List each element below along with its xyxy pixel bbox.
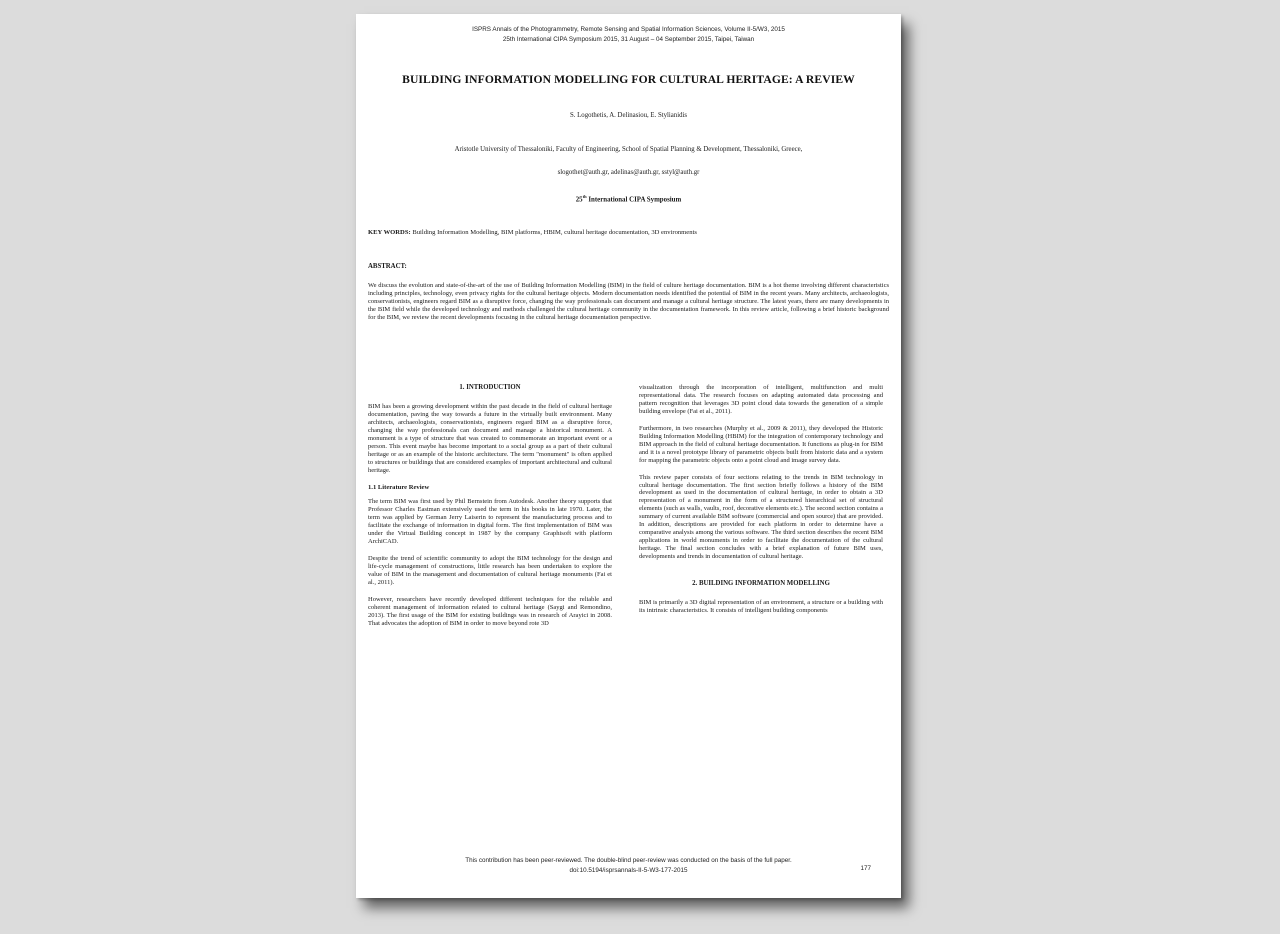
section-heading-introduction: 1. INTRODUCTION <box>459 384 521 391</box>
author-affiliation: Aristotle University of Thessaloniki, Faculty of Engineering, School of Spatial Planning & Development, Thessaloniki, Greece, <box>454 146 803 153</box>
paper-page <box>356 14 901 898</box>
header-symposium-line: 25th International CIPA Symposium 2015, 31 August – 04 September 2015, Taipei, Taiwan <box>502 35 755 43</box>
abstract-text: We discuss the evolution and state-of-the-art of the use of Building Information Modelling (BIM) in the field of culture heritage documentation. BIM is a hot theme involving different characteristics including principles, technology, even privacy rights for the cultural heritage objects. Modern documentation needs identified the potential of BIM in the recent years. Many architects, archaeologists, conservationists, engineers regard BIM as a disruptive force, changing the way professionals can document and manage a cultural heritage structure. The latest years, there are many developments in the BIM field while the developed technology and methods challenged the cultural heritage community in the documentation framework. In this review article, following a brief historic background for the BIM, we review the recent developments focusing in the cultural heritage documentation perspective. <box>368 282 889 322</box>
abstract-heading: ABSTRACT: <box>368 263 407 270</box>
symposium-ordinal: th <box>582 194 587 199</box>
section-heading-bim: 2. BUILDING INFORMATION MODELLING <box>692 580 830 588</box>
intro-paragraph: BIM has been a growing development within the past decade in the field of cultural heritage documentation, paving the way towards a future in the virtually built environment. Many architects, archaeologists, conservationists, engineers regard BIM as a disruptive force, changing the way professionals can document and manage a historical monument. A monument is a type of structure that was created to commemorate an important event or a person. This event maybe has become important to a social group as a part of their cultural heritage or as an example of the historic architecture. The term "monument" is often applied to structures or buildings that are considered examples of important architectural and cultural heritage. <box>368 402 612 474</box>
keywords-label: KEY WORDS: <box>368 229 411 236</box>
right-paragraph-3: This review paper consists of four sections relating to the trends in BIM technology in cultural heritage documentation. The first section briefly follows a history of the BIM development as used in the documentation of cultural heritage, in order to obtain a 3D representation of a monument in the form of a structured hierarchical set of structural elements (such as walls, vaults, roof, decorative elements etc.). The second section contains a summary of current available BIM software (commercial and open source) that are provided. In addition, descriptions are provided for each platform in order to determine have a comparative analysis among the various software. The third section describes the recent BIM applications in world monuments in order to facilitate the documentation of the cultural heritage. The final section concludes with a brief explanation of future BIM uses, developments and trends in documentation of cultural heritage. <box>639 473 883 561</box>
paper-authors: S. Logothetis, A. Delinasiou, E. Stylianidis <box>569 112 688 119</box>
right-paragraph-1: visualization through the incorporation of intelligent, multifunction and multi representational data. The research focuses on adapting automated data processing and pattern recognition that leverages 3D point cloud data towards the generation of a simple building envelope (Fai et al., 2011). <box>639 384 883 415</box>
keywords <box>368 229 889 236</box>
literature-paragraph-2: Despite the trend of scientific community to adopt the BIM technology for the design and life-cycle management of constructions, little research has been undertaken to explore the value of BIM in the management and documentation of cultural heritage monuments (Fai et al., 2011). <box>368 555 612 587</box>
keywords-text: Building Information Modelling, BIM platforms, HBIM, cultural heritage documentation, 3D environments <box>410 229 697 236</box>
symposium-number: 25 <box>575 196 583 204</box>
header-journal-line: ISPRS Annals of the Photogrammetry, Remote Sensing and Spatial Information Sciences, Volume II-5/W3, 2015 <box>472 26 785 33</box>
paper-title: BUILDING INFORMATION MODELLING FOR CULTURAL HERITAGE: A REVIEW <box>402 73 855 86</box>
author-emails: slogothet@auth.gr, adelinas@auth.gr, sstyl@auth.gr <box>557 169 700 176</box>
page-footer <box>356 856 901 875</box>
literature-paragraph-1: The term BIM was first used by Phil Bernstein from Autodesk. Another theory supports that Professor Charles Eastman extensively used the term in his books in late 1970. Later, the term was applied by German Jerry Laiserin to represent the manufacturing process and to facilitate the exchange of information in digital form. The first implementation of BIM was under the Virtual Building concept in 1987 by the company Graphisoft with platform ArchiCAD. <box>368 498 612 546</box>
literature-paragraph-3: However, researchers have recently developed different techniques for the reliable and coherent management of information related to cultural heritage (Saygi and Remondino, 2013). The first usage of the BIM for existing buildings was in research of Arayici in 2008. That advocates the adoption of BIM in order to move beyond rote 3D <box>368 596 612 627</box>
page-number: 177 <box>860 865 871 872</box>
symposium-label <box>356 194 901 203</box>
right-paragraph-2: Furthermore, in two researches (Murphy et al., 2009 & 2011), they developed the Historic Building Information Modelling (HBIM) for the integration of contemporary technology and BIM approach in the field of cultural heritage documentation. It functions as plug-in for BIM and it is a novel prototype library of parametric objects built from historic data and a system for mapping the parametric objects onto a point cloud and image survey data. <box>639 424 883 464</box>
right-column <box>639 384 883 624</box>
left-column <box>368 384 612 637</box>
right-paragraph-4: BIM is primarily a 3D digital representation of an environment, a structure or a building with its intrinsic characteristics. It consists of intelligent building components <box>639 599 883 614</box>
footer-doi: doi:10.5194/isprsannals-II-5-W3-177-2015 <box>569 866 688 874</box>
running-header <box>356 25 901 44</box>
footer-peer-review-note: This contribution has been peer-reviewed. The double-blind peer-review was conducted on the basis of the full paper. <box>465 857 792 864</box>
subsection-heading-literature-review: 1.1 Literature Review <box>368 483 430 491</box>
symposium-name: International CIPA Symposium <box>586 196 682 204</box>
